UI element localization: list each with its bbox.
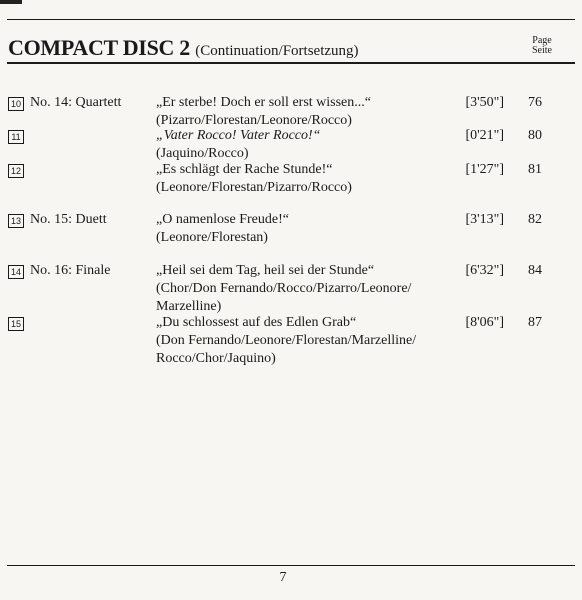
- track-number-box: 13: [8, 214, 24, 228]
- track-page: 81: [528, 162, 542, 177]
- header-rule: [7, 62, 575, 64]
- track-number-box: 12: [8, 164, 24, 178]
- seite-label: Seite: [532, 45, 552, 56]
- track-duration: [3'50"]: [465, 95, 504, 110]
- track-roles: (Jaquino/Rocco): [156, 146, 249, 161]
- track-number-box: 11: [8, 130, 24, 144]
- track-duration: [6'32"]: [465, 263, 504, 278]
- track-page: 84: [528, 263, 542, 278]
- track-roles: (Chor/Don Fernando/Rocco/Pizarro/Leonore/: [156, 281, 412, 296]
- track-page: 82: [528, 212, 542, 227]
- track-title: „Es schlägt der Rache Stunde!“: [156, 162, 333, 177]
- number-label: No. 15: Duett: [30, 212, 107, 227]
- track-text: [156, 262, 456, 316]
- track-number-box: 14: [8, 265, 24, 279]
- track-page: 76: [528, 95, 542, 110]
- track-roles: (Don Fernando/Leonore/Florestan/Marzelline/: [156, 333, 417, 348]
- top-rule: [7, 19, 575, 20]
- track-text: [156, 211, 456, 247]
- track-roles: (Leonore/Florestan/Pizarro/Rocco): [156, 180, 352, 195]
- number-label: No. 16: Finale: [30, 263, 111, 278]
- track-roles-cont: Marzelline): [156, 299, 222, 314]
- track-duration: [1'27"]: [465, 162, 504, 177]
- track-roles-cont: Rocco/Chor/Jaquino): [156, 351, 276, 366]
- bottom-rule: [7, 565, 575, 566]
- track-duration: [0'21"]: [465, 128, 504, 143]
- track-number-box: 15: [8, 317, 24, 331]
- disc-subtitle: (Continuation/Fortsetzung): [195, 43, 359, 59]
- track-text: [156, 161, 456, 197]
- track-title: „Heil sei dem Tag, heil sei der Stunde“: [156, 263, 375, 278]
- track-title: „O namenlose Freude!“: [156, 212, 289, 227]
- track-roles: (Pizarro/Florestan/Leonore/Rocco): [156, 113, 352, 128]
- corner-tab-mark: [0, 0, 22, 4]
- track-text: [156, 127, 456, 163]
- page-label: Page: [532, 35, 552, 46]
- page-number: 7: [279, 570, 287, 585]
- disc-title-line: [8, 35, 359, 61]
- track-text: [156, 314, 456, 368]
- track-title: „Du schlossest auf des Edlen Grab“: [156, 315, 357, 330]
- track-page: 87: [528, 315, 542, 330]
- page-column-header: [532, 36, 552, 56]
- disc-title: COMPACT DISC 2: [8, 35, 190, 60]
- track-title: „Er sterbe! Doch er soll erst wissen...“: [156, 95, 371, 110]
- track-title: „Vater Rocco! Vater Rocco!“: [156, 128, 321, 143]
- disc-header: [8, 32, 574, 62]
- track-duration: [8'06"]: [465, 315, 504, 330]
- track-text: [156, 94, 456, 130]
- track-duration: [3'13"]: [465, 212, 504, 227]
- track-page: 80: [528, 128, 542, 143]
- track-roles: (Leonore/Florestan): [156, 230, 268, 245]
- number-label: No. 14: Quartett: [30, 95, 122, 110]
- track-number-box: 10: [8, 97, 24, 111]
